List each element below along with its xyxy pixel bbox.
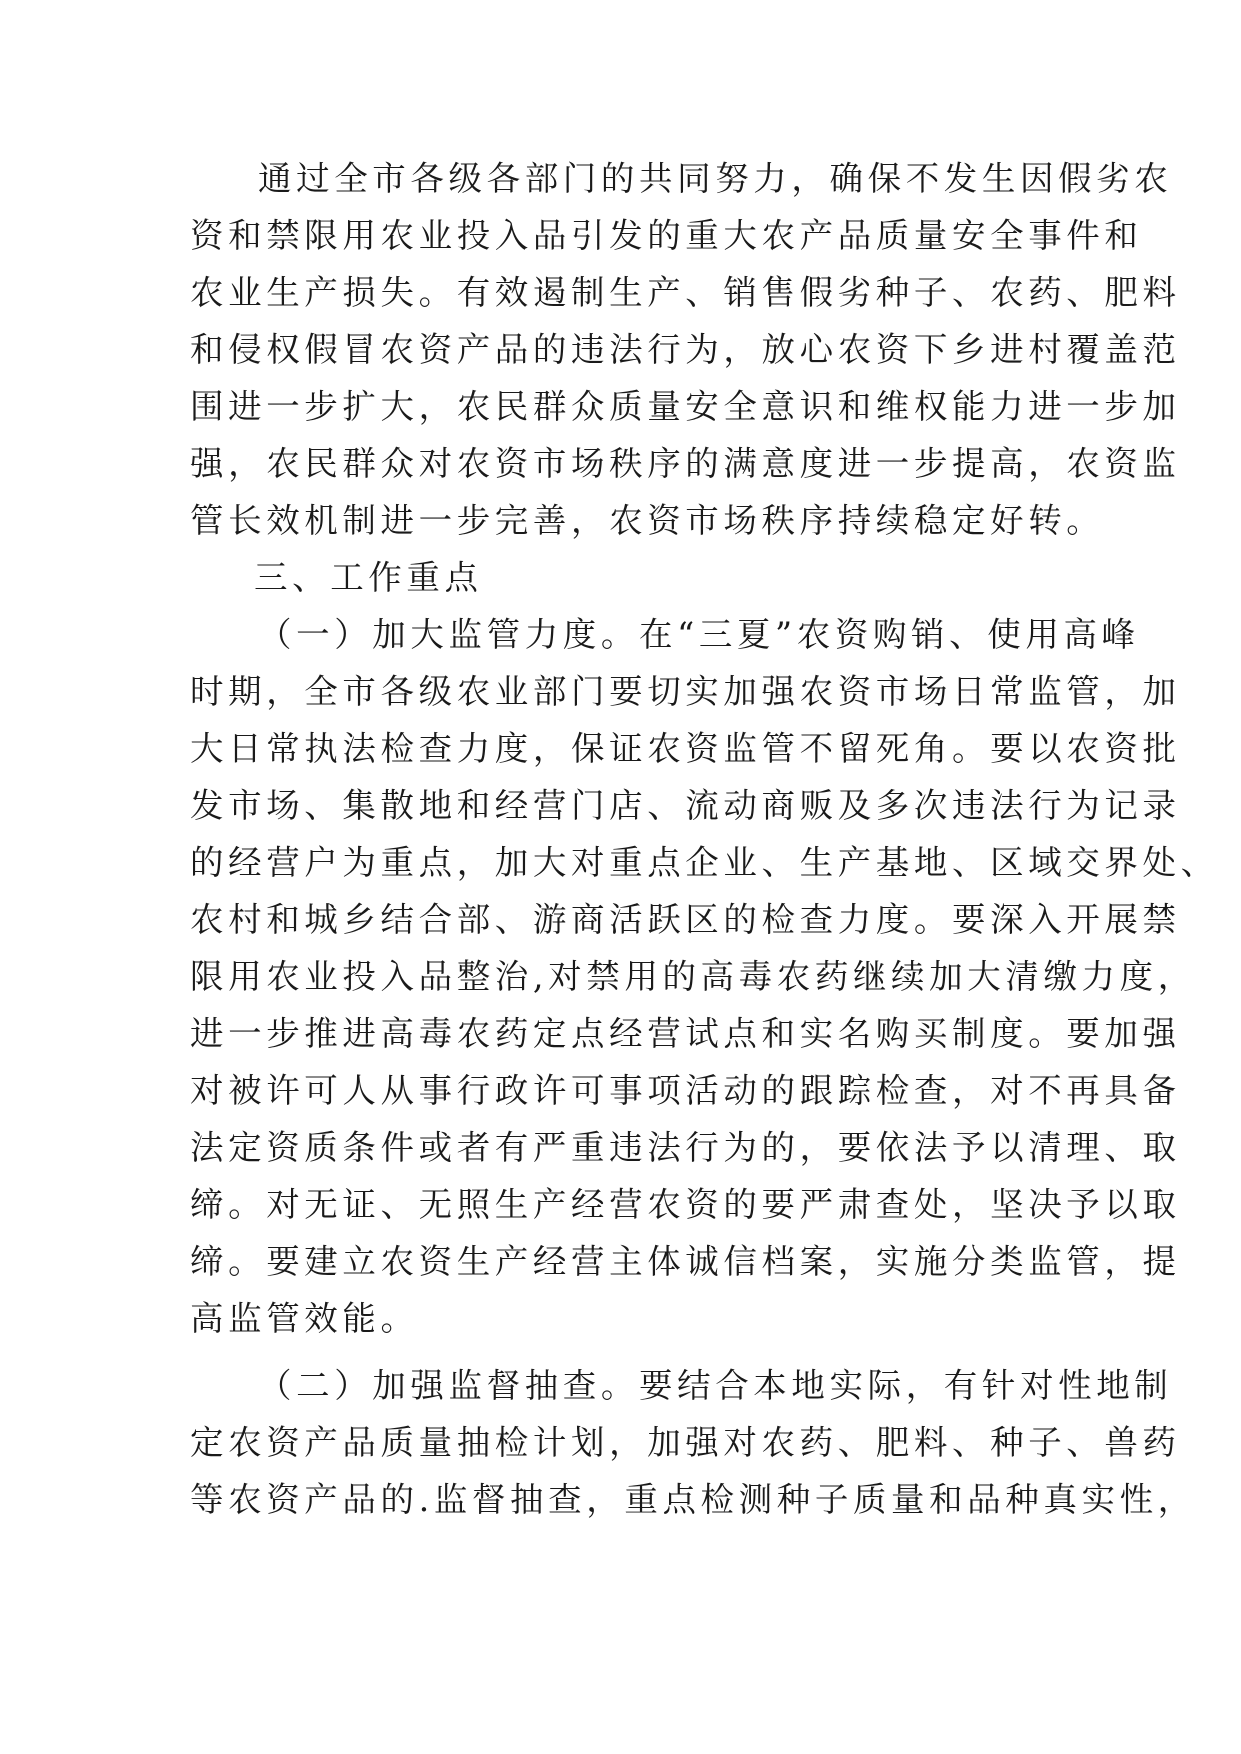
text-line: 和侵权假冒农资产品的违法行为，放心农资下乡进村覆盖范 bbox=[190, 330, 1181, 369]
document-page bbox=[190, 150, 1219, 1528]
text-line: 等农资产品的.监督抽查，重点检测种子质量和品种真实性， bbox=[190, 1480, 1196, 1519]
text-line: 定农资产品质量抽检计划，加强对农药、肥料、种子、兽药 bbox=[190, 1423, 1181, 1462]
text-line: （二）加强监督抽查。要结合本地实际，有针对性地制 bbox=[258, 1366, 1173, 1405]
text-line: 限用农业投入品整治,对禁用的高毒农药继续加大清缴力度， bbox=[190, 957, 1196, 996]
text-line: 法定资质条件或者有严重违法行为的，要依法予以清理、取 bbox=[190, 1128, 1181, 1167]
section-heading bbox=[190, 549, 1052, 606]
text-line: 进一步推进高毒农药定点经营试点和实名购买制度。要加强 bbox=[190, 1014, 1181, 1053]
text-line: 农村和城乡结合部、游商活跃区的检查力度。要深入开展禁 bbox=[190, 900, 1181, 939]
paragraph-item-2 bbox=[190, 1357, 1196, 1528]
text-line: 发市场、集散地和经营门店、流动商贩及多次违法行为记录 bbox=[190, 786, 1181, 825]
text-line: 强，农民群众对农资市场秩序的满意度进一步提高，农资监 bbox=[190, 444, 1181, 483]
text-line: 高监管效能。 bbox=[190, 1299, 419, 1338]
text-line: 时期，全市各级农业部门要切实加强农资市场日常监管，加 bbox=[190, 672, 1181, 711]
text-line: 通过全市各级各部门的共同努力，确保不发生因假劣农 bbox=[258, 159, 1173, 198]
text-line: 的经营户为重点，加大对重点企业、生产基地、区域交界处、 bbox=[190, 843, 1219, 882]
section-heading-text: 三、工作重点 bbox=[254, 558, 483, 597]
text-line: 缔。要建立农资生产经营主体诚信档案，实施分类监管，提 bbox=[190, 1242, 1181, 1281]
paragraph-spacer bbox=[190, 1347, 1052, 1357]
text-line: 农业生产损失。有效遏制生产、销售假劣种子、农药、肥料 bbox=[190, 273, 1181, 312]
text-line: 资和禁限用农业投入品引发的重大农产品质量安全事件和 bbox=[190, 216, 1143, 255]
text-line: 管长效机制进一步完善，农资市场秩序持续稳定好转。 bbox=[190, 501, 1105, 540]
text-line: 缔。对无证、无照生产经营农资的要严肃查处，坚决予以取 bbox=[190, 1185, 1181, 1224]
text-line: 大日常执法检查力度，保证农资监管不留死角。要以农资批 bbox=[190, 729, 1181, 768]
text-line: 围进一步扩大，农民群众质量安全意识和维权能力进一步加 bbox=[190, 387, 1181, 426]
paragraph-goal bbox=[190, 150, 1181, 549]
text-line: 对被许可人从事行政许可事项活动的跟踪检查，对不再具备 bbox=[190, 1071, 1181, 1110]
paragraph-item-1 bbox=[190, 606, 1219, 1347]
text-line: （一）加大监管力度。在“三夏”农资购销、使用高峰 bbox=[258, 615, 1140, 654]
